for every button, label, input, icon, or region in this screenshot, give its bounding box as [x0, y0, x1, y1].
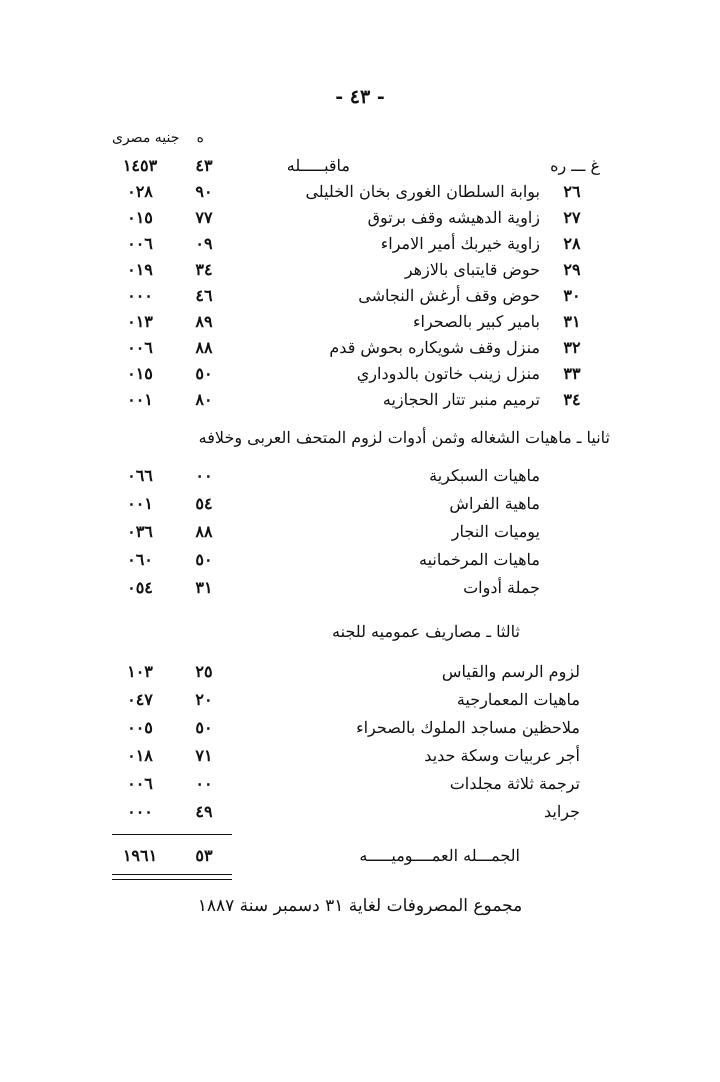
amount-milliemes: ٠٠: [195, 466, 213, 485]
row-number: ٢٦: [563, 182, 581, 201]
table-row: [0, 390, 720, 416]
total-milliemes: ٥٣: [195, 846, 213, 865]
table-row: [0, 578, 720, 604]
carried-ref: غ ـــ ره: [550, 156, 600, 175]
total-rule-2: [112, 879, 232, 880]
row-text: ترجمة ثلاثة مجلدات: [449, 774, 580, 793]
row-number: ٣٤: [563, 390, 581, 409]
table-row: [0, 338, 720, 364]
amount-pounds: ١٠٣: [127, 662, 153, 681]
amount-milliemes: ٨٠: [195, 390, 213, 409]
table-row: [0, 550, 720, 576]
table-row: [0, 802, 720, 828]
row-text: زاوية خيربك أمير الامراء: [380, 234, 540, 253]
amount-milliemes: ٢٠: [195, 690, 213, 709]
row-text: بامير كبير بالصحراء: [412, 312, 540, 331]
amount-pounds: ٠٣٦: [127, 522, 153, 541]
amount-pounds: ٠٦٠: [127, 550, 153, 569]
column-headers: [112, 130, 204, 146]
header-millieme: ه: [196, 130, 204, 146]
row-text: منزل زينب خاتون بالدوداري: [356, 364, 540, 383]
amount-milliemes: ٣٤: [195, 260, 213, 279]
amount-milliemes: ٤٩: [195, 802, 213, 821]
row-text: لزوم الرسم والقياس: [441, 662, 580, 681]
amount-milliemes: ٨٨: [195, 338, 213, 357]
row-text: جرايد: [543, 802, 580, 821]
total-label: الجمـــله العمــــوميـــــه: [359, 846, 520, 865]
row-number: ٣١: [563, 312, 581, 331]
row-text: ماهيات المرخمانيه: [418, 550, 540, 569]
row-text: ملاحظين مساجد الملوك بالصحراء: [356, 718, 580, 737]
amount-pounds: ٠١٨: [127, 746, 153, 765]
amount-milliemes: ٧١: [195, 746, 213, 765]
amount-pounds: ٠٠١: [127, 390, 153, 409]
amount-milliemes: ٠٩: [195, 234, 213, 253]
table-row: [0, 182, 720, 208]
amount-pounds: ٠٠٠: [127, 802, 153, 821]
amount-pounds: ٠١٣: [127, 312, 153, 331]
table-row: [0, 774, 720, 800]
table-row: [0, 364, 720, 390]
section-title: ثالثا ـ مصاريف عموميه للجنه: [332, 622, 520, 641]
row-text: حوض وقف أرغش النجاشى: [358, 286, 540, 305]
row-text: ماهية الفراش: [449, 494, 540, 513]
row-number: ٣٠: [563, 286, 581, 305]
page-number: - ٤٣ -: [335, 86, 385, 108]
table-row: [0, 234, 720, 260]
amount-milliemes: ٤٣: [195, 156, 213, 175]
amount-milliemes: ٠٠: [195, 774, 213, 793]
amount-pounds: ٠٠١: [127, 494, 153, 513]
total-rule-1: [112, 874, 232, 875]
row-text: حوض قايتباى بالازهر: [404, 260, 540, 279]
amount-pounds: ٠٤٧: [127, 690, 153, 709]
row-text: جملة أدوات: [463, 578, 540, 597]
amount-pounds: ٠٠٠: [127, 286, 153, 305]
footer-note: مجموع المصروفات لغاية ٣١ دسمبر سنة ١٨٨٧: [197, 896, 523, 916]
amount-pounds: ٠٠٥: [127, 718, 153, 737]
table-row: [0, 662, 720, 688]
amount-pounds: ٠٠٦: [127, 338, 153, 357]
amount-pounds: ٠١٥: [127, 208, 153, 227]
table-row: [0, 312, 720, 338]
amount-pounds: ٠٥٤: [127, 578, 153, 597]
table-row: [0, 522, 720, 548]
table-row: [0, 718, 720, 744]
amount-pounds: ٠٢٨: [127, 182, 153, 201]
row-text: منزل وقف شويكاره بحوش قدم: [329, 338, 540, 357]
row-text: ماهيات السبكرية: [429, 466, 540, 485]
amount-milliemes: ٢٥: [195, 662, 213, 681]
table-row: [0, 466, 720, 492]
row-number: ٣٢: [563, 338, 581, 357]
total-row: [0, 846, 720, 872]
amount-milliemes: ٤٦: [195, 286, 213, 305]
amount-milliemes: ٨٩: [195, 312, 213, 331]
amount-pounds: ٠١٥: [127, 364, 153, 383]
subtotal-rule: [112, 834, 232, 835]
table-row: [0, 260, 720, 286]
amount-pounds: ٠٠٦: [127, 234, 153, 253]
table-row: [0, 690, 720, 716]
amount-pounds: ١٤٥٣: [122, 156, 158, 175]
row-text: أجر عربيات وسكة حديد: [424, 746, 580, 765]
table-row: [0, 494, 720, 520]
amount-pounds: ٠١٩: [127, 260, 153, 279]
amount-pounds: ٠٠٦: [127, 774, 153, 793]
amount-milliemes: ٥٤: [195, 494, 213, 513]
table-row: [0, 208, 720, 234]
section-title: ثانيا ـ ماهيات الشغاله وثمن أدوات لزوم المتحف العربى وخلافه: [198, 428, 610, 447]
header-egyptian-pound: جنيه مصرى: [112, 130, 180, 146]
row-text: ماهيات المعمارجية: [456, 690, 580, 709]
total-pounds: ١٩٦١: [122, 846, 158, 865]
carried-label: ماقبـــــله: [286, 156, 350, 175]
amount-milliemes: ٨٨: [195, 522, 213, 541]
amount-milliemes: ٥٠: [195, 364, 213, 383]
row-number: ٢٧: [563, 208, 581, 227]
row-text: يوميات النجار: [451, 522, 540, 541]
amount-milliemes: ٥٠: [195, 718, 213, 737]
table-row: [0, 286, 720, 312]
carried-row: [0, 156, 720, 182]
row-number: ٣٣: [563, 364, 581, 383]
row-text: ترميم منبر تتار الحجازيه: [382, 390, 540, 409]
amount-pounds: ٠٦٦: [127, 466, 153, 485]
row-number: ٢٩: [563, 260, 581, 279]
amount-milliemes: ٣١: [195, 578, 213, 597]
row-text: بوابة السلطان الغورى بخان الخليلى: [305, 182, 540, 201]
row-text: زاوية الدهيشه وقف برتوق: [367, 208, 540, 227]
table-row: [0, 746, 720, 772]
amount-milliemes: ٥٠: [195, 550, 213, 569]
row-number: ٢٨: [563, 234, 581, 253]
amount-milliemes: ٧٧: [195, 208, 213, 227]
amount-milliemes: ٩٠: [195, 182, 213, 201]
